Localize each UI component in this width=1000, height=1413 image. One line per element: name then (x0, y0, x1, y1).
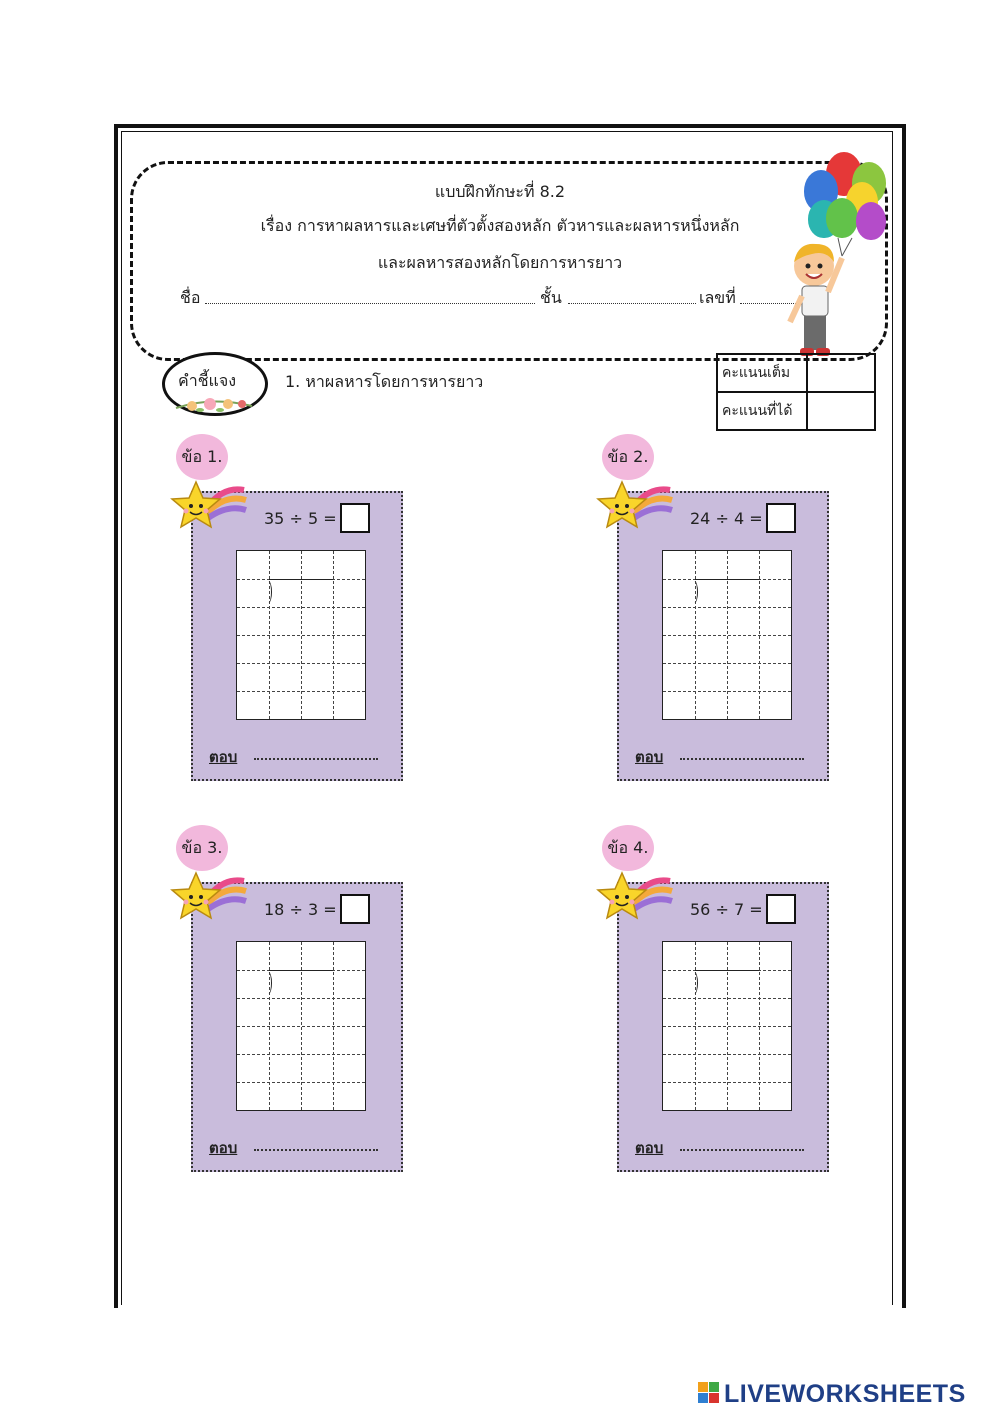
question-label-3: ข้อ 3. (176, 825, 228, 871)
answer-label-2: ตอบ (635, 748, 664, 766)
question-label-2: ข้อ 2. (602, 434, 654, 480)
long-division-grid-1[interactable] (236, 550, 366, 720)
liveworksheets-logo: LIVEWORKSHEETS (724, 1380, 966, 1408)
answer-label-3: ตอบ (209, 1139, 238, 1157)
instruction-text: 1. หาผลหารโดยการหารยาว (285, 372, 484, 391)
number-label: เลขที่ (699, 288, 736, 307)
star-rainbow-icon (168, 867, 248, 937)
equation-3: 18 ÷ 3 = (264, 900, 337, 919)
question-label-4: ข้อ 4. (602, 825, 654, 871)
long-division-grid-4[interactable] (662, 941, 792, 1111)
subject-line-2: และผลหารสองหลักโดยการหารยาว (377, 253, 623, 272)
equation-4: 56 ÷ 7 = (690, 900, 763, 919)
answer-box-1[interactable] (340, 503, 370, 533)
long-division-grid-2[interactable] (662, 550, 792, 720)
name-field[interactable] (205, 303, 535, 304)
star-rainbow-icon (594, 867, 674, 937)
answer-line-3[interactable] (254, 1149, 378, 1151)
full-score-label: คะแนนเต็ม (717, 354, 807, 392)
long-division-grid-3[interactable] (236, 941, 366, 1111)
full-score-cell[interactable] (807, 354, 875, 392)
liveworksheets-logo-icon (698, 1382, 720, 1404)
question-label-1: ข้อ 1. (176, 434, 228, 480)
star-rainbow-icon (594, 476, 674, 546)
class-field[interactable] (568, 303, 696, 304)
equation-2: 24 ÷ 4 = (690, 509, 763, 528)
score-table (716, 353, 876, 431)
answer-label-4: ตอบ (635, 1139, 664, 1157)
obtained-score-label: คะแนนที่ได้ (717, 392, 807, 430)
answer-box-2[interactable] (766, 503, 796, 533)
star-rainbow-icon (168, 476, 248, 546)
name-label: ชื่อ (180, 288, 201, 307)
answer-box-3[interactable] (340, 894, 370, 924)
answer-label-1: ตอบ (209, 748, 238, 766)
flower-decoration-icon (172, 392, 256, 418)
answer-line-1[interactable] (254, 758, 378, 760)
answer-box-4[interactable] (766, 894, 796, 924)
subject-line-1: เรื่อง การหาผลหารและเศษที่ตัวตั้งสองหลัก ตัวหารและผลหารหนึ่งหลัก (260, 216, 740, 235)
answer-line-2[interactable] (680, 758, 804, 760)
class-label: ชั้น (540, 288, 562, 307)
instructions-badge-label: คำชี้แจง (178, 371, 237, 390)
worksheet-title: แบบฝึกทักษะที่ 8.2 (434, 182, 566, 201)
answer-line-4[interactable] (680, 1149, 804, 1151)
obtained-score-cell[interactable] (807, 392, 875, 430)
boy-illustration (782, 236, 862, 360)
equation-1: 35 ÷ 5 = (264, 509, 337, 528)
